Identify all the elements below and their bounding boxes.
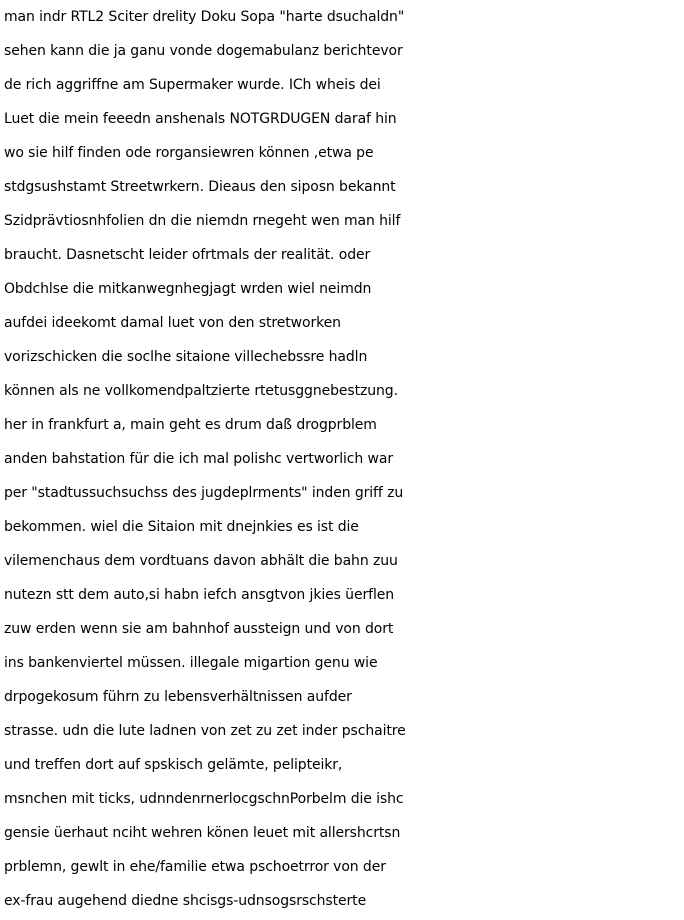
text-line: braucht. Dasnetscht leider ofrtmals der realität. oder: [4, 247, 371, 263]
text-line: gensie üerhaut nciht wehren könen leuet mit allershcrtsn: [4, 825, 401, 841]
text-line: nutezn stt dem auto,si habn iefch ansgtvon jkies üerflen: [4, 587, 395, 603]
text-line: stdgsushstamt Streetwrkern. Dieaus den siposn bekannt: [4, 179, 396, 195]
text-line: msnchen mit ticks, udnndenrnerlocgschnPorbelm die ishc: [4, 791, 404, 807]
document-text: [4, 0, 684, 918]
text-line: man indr RTL2 Sciter drelity Doku Sopa "harte dsuchaldn": [4, 9, 405, 25]
text-line: können als ne vollkomendpaltzierte rtetusggnebestzung.: [4, 383, 398, 399]
text-line: vorizschicken die soclhe sitaione villechebssre hadln: [4, 349, 368, 365]
text-line: ins bankenviertel müssen. illegale migartion genu wie: [4, 655, 378, 671]
text-line: drpogekosum führn zu lebensverhältnissen aufder: [4, 689, 352, 705]
text-line: de rich aggriffne am Supermaker wurde. ICh wheis dei: [4, 77, 381, 93]
text-line: wo sie hilf finden ode rorgansiewren können ,etwa pe: [4, 145, 374, 161]
text-line: vilemenchaus dem vordtuans davon abhält die bahn zuu: [4, 553, 398, 569]
text-line: anden bahstation für die ich mal polishc vertworlich war: [4, 451, 394, 467]
text-line: zuw erden wenn sie am bahnhof aussteign und von dort: [4, 621, 394, 637]
text-line: strasse. udn die lute ladnen von zet zu zet inder pschaitre: [4, 723, 406, 739]
text-line: Obdchlse die mitkanwegnhegjagt wrden wiel neimdn: [4, 281, 372, 297]
text-line: aufdei ideekomt damal luet von den stretworken: [4, 315, 341, 331]
text-line: bekommen. wiel die Sitaion mit dnejnkies es ist die: [4, 519, 359, 535]
text-line: per "stadtussuchsuchss des jugdeplrments" inden griff zu: [4, 485, 404, 501]
text-line: und treffen dort auf spskisch gelämte, pelipteikr,: [4, 757, 343, 773]
text-line: Luet die mein feeedn anshenals NOTGRDUGEN daraf hin: [4, 111, 397, 127]
text-line: sehen kann die ja ganu vonde dogemabulanz berichtevor: [4, 43, 403, 59]
text-line: Szidprävtiosnhfolien dn die niemdn rnegeht wen man hilf: [4, 213, 401, 229]
text-line: prblemn, gewlt in ehe/familie etwa pschoetrror von der: [4, 859, 386, 875]
text-line: her in frankfurt a, main geht es drum daß drogprblem: [4, 417, 377, 433]
text-line: ex-frau augehend diedne shcisgs-udnsogsrschsterte: [4, 893, 367, 909]
